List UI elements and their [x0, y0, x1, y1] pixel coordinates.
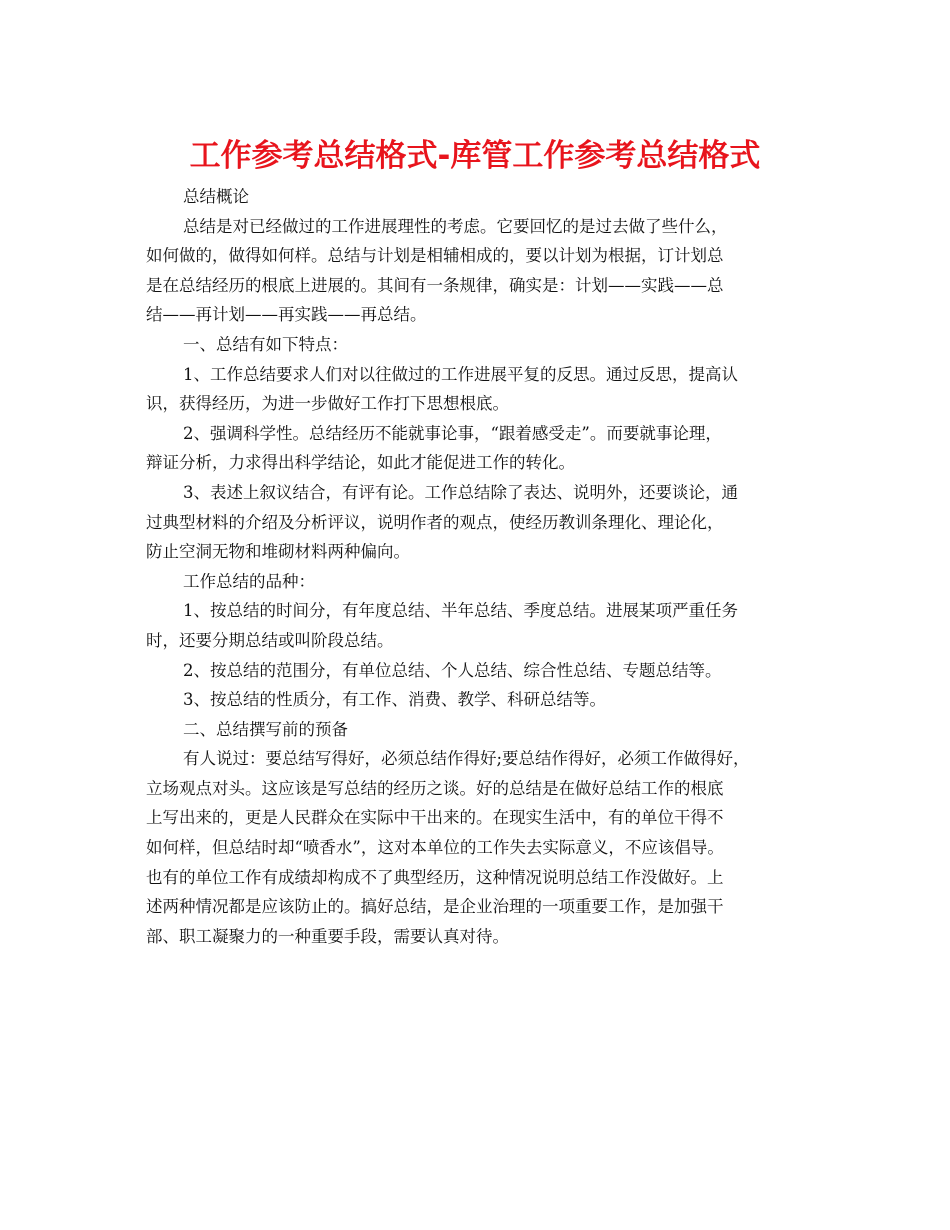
body-line: 总结概论 [183, 187, 249, 206]
body-line: 如何样，但总结时却“喷香水”，这对本单位的工作失去实际意义，不应该倡导。 [146, 838, 724, 858]
body-line: 2、按总结的范围分，有单位总结、个人总结、综合性总结、专题总结等。 [183, 660, 722, 680]
body-line: 时，还要分期总结或叫阶段总结。 [146, 630, 394, 650]
body-line: 识，获得经历，为进一步做好工作打下思想根底。 [146, 394, 509, 414]
body-line: 是在总结经历的根底上进展的。其间有一条规律，确实是：计划——实践——总 [146, 275, 724, 295]
body-line: 上写出来的，更是人民群众在实际中干出来的。在现实生活中，有的单位干得不 [146, 808, 724, 828]
body-line: 述两种情况都是应该防止的。搞好总结，是企业治理的一项重要工作，是加强干 [146, 897, 724, 917]
body-line: 总结是对已经做过的工作进展理性的考虑。它要回忆的是过去做了些什么， [183, 216, 728, 236]
body-line: 1、按总结的时间分，有年度总结、半年总结、季度总结。进展某项严重任务 [183, 601, 738, 621]
body-line: 工作总结的品种： [183, 571, 315, 591]
body-line: 有人说过：要总结写得好，必须总结作得好;要总结作得好，必须工作做得好， [183, 749, 750, 769]
body-line: 3、按总结的性质分，有工作、消费、教学、科研总结等。 [183, 690, 606, 710]
body-line: 一、总结有如下特点： [183, 334, 348, 354]
document-title: 工作参考总结格式-库管工作参考总结格式 [189, 138, 761, 174]
body-line: 结——再计划——再实践——再总结。 [146, 305, 427, 325]
body-line: 也有的单位工作有成绩却构成不了典型经历，这种情况说明总结工作没做好。上 [146, 867, 724, 887]
body-line: 2、强调科学性。总结经历不能就事论事，“跟着感受走”。而要就事论理， [183, 423, 722, 443]
body-line: 如何做的，做得如何样。总结与计划是相辅相成的，要以计划为根据，订计划总 [146, 246, 724, 266]
body-line: 二、总结撰写前的预备 [183, 719, 348, 739]
body-line: 1、工作总结要求人们对以往做过的工作进展平复的反思。通过反思，提高认 [183, 364, 738, 384]
body-line: 3、表述上叙议结合，有评有论。工作总结除了表达、说明外，还要谈论，通 [183, 482, 738, 502]
document-body [146, 182, 806, 951]
body-line: 辩证分析，力求得出科学结论，如此才能促进工作的转化。 [146, 453, 575, 473]
body-line: 过典型材料的介绍及分析评议，说明作者的观点，使经历教训条理化、理论化， [146, 512, 724, 532]
body-line: 部、职工凝聚力的一种重要手段，需要认真对待。 [146, 926, 509, 946]
body-line: 立场观点对头。这应该是写总结的经历之谈。好的总结是在做好总结工作的根底 [146, 778, 724, 798]
body-line: 防止空洞无物和堆砌材料两种偏向。 [146, 542, 410, 562]
